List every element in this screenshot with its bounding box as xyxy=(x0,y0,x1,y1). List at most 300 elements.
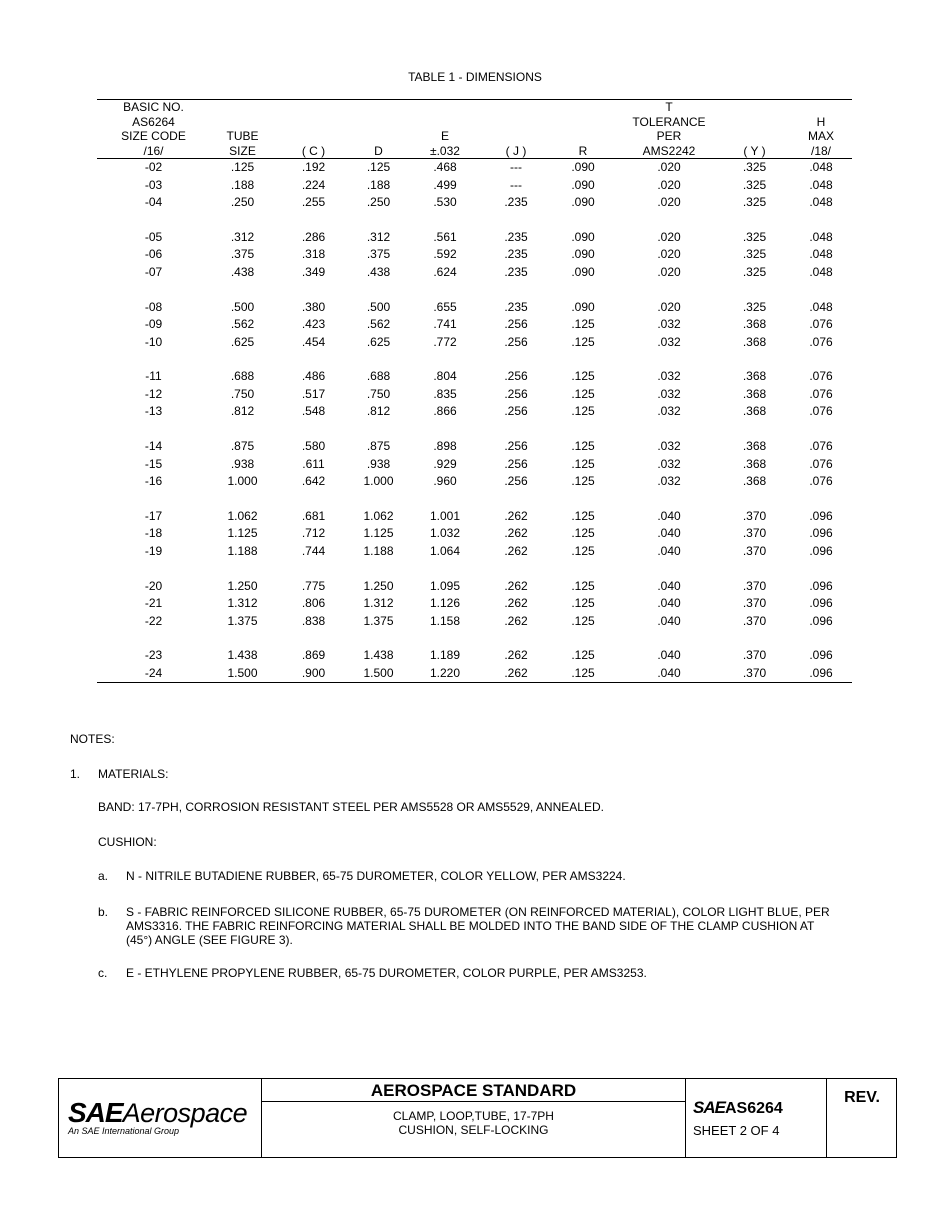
note-1-number: 1. xyxy=(70,767,81,781)
table-cell: .625 xyxy=(366,334,391,349)
table-row xyxy=(97,508,852,525)
column-header-line: SIZE xyxy=(229,143,256,158)
note-b-text-line-2: AMS3316. THE FABRIC REINFORCING MATERIAL SHALL BE MOLDED INTO THE BAND SIDE OF THE CLAMP CUSHION AT xyxy=(126,919,815,933)
table-cell: .235 xyxy=(504,195,528,210)
table-cell: .235 xyxy=(504,299,528,314)
column-header-line: ±.032 xyxy=(430,143,460,158)
table-cell: .688 xyxy=(366,369,391,384)
table-cell: 1.189 xyxy=(429,648,461,663)
table-cell: .368 xyxy=(742,369,767,384)
table-cell: .262 xyxy=(485,665,547,683)
table-cell: .624 xyxy=(433,264,457,279)
table-cell: .125 xyxy=(571,386,595,401)
table-cell: .125 xyxy=(571,317,595,332)
table-cell: 1.000 xyxy=(227,474,258,489)
table-cell: .255 xyxy=(301,195,326,210)
table-cell: .325 xyxy=(742,229,767,244)
table-cell: .875 xyxy=(366,439,391,454)
doc-number-text: AS6264 xyxy=(724,1100,783,1117)
table-cell: .020 xyxy=(657,195,681,210)
table-cell: .076 xyxy=(809,404,833,419)
table-cell: 1.126 xyxy=(429,596,461,611)
table-cell: 1.438 xyxy=(227,648,258,663)
table-cell: .096 xyxy=(809,648,833,663)
table-cell: -08 xyxy=(144,299,163,314)
table-cell: .032 xyxy=(657,474,681,489)
table-cell: .125 xyxy=(571,456,595,471)
table-cell: .125 xyxy=(571,613,595,628)
table-cell: -03 xyxy=(144,177,163,192)
table-cell: .076 xyxy=(809,334,833,349)
table-cell: .592 xyxy=(433,247,457,262)
table-cell: .611 xyxy=(302,456,325,471)
table-cell: .835 xyxy=(433,386,457,401)
column-header-line: ( C ) xyxy=(301,143,326,158)
table-row xyxy=(97,525,852,542)
table-row xyxy=(97,543,852,560)
column-header-line: H xyxy=(816,114,826,129)
table-cell: .040 xyxy=(619,665,719,683)
table-cell: .438 xyxy=(366,264,391,279)
table-cell: .318 xyxy=(301,247,326,262)
table-cell: .262 xyxy=(504,613,528,628)
table-cell: .032 xyxy=(657,456,681,471)
table-cell: -12 xyxy=(144,386,163,401)
table-cell: .256 xyxy=(504,334,528,349)
table-cell: 1.375 xyxy=(227,613,258,628)
table-cell: .020 xyxy=(657,177,681,192)
table-cell: .096 xyxy=(809,526,833,541)
column-header xyxy=(405,100,485,159)
group-spacer xyxy=(97,211,852,228)
column-header-line: T xyxy=(665,100,673,114)
sae-aerospace-logo xyxy=(68,1097,247,1129)
table-cell: .370 xyxy=(742,596,767,611)
table-cell: .960 xyxy=(433,474,457,489)
column-header xyxy=(790,100,852,159)
table-cell: .262 xyxy=(504,596,528,611)
table-cell: 1.064 xyxy=(429,543,461,558)
group-spacer xyxy=(97,281,852,298)
table-cell: .096 xyxy=(809,613,833,628)
table-cell: .929 xyxy=(433,456,457,471)
table-cell: .090 xyxy=(571,264,595,279)
group-spacer xyxy=(97,560,852,577)
table-cell: -04 xyxy=(144,195,163,210)
table-row xyxy=(97,264,852,281)
table-cell: .235 xyxy=(504,229,528,244)
table-cell: .370 xyxy=(742,526,767,541)
table-cell: .125 xyxy=(230,160,255,175)
table-cell: .548 xyxy=(301,404,326,419)
table-cell: .096 xyxy=(809,508,833,523)
table-cell: .370 xyxy=(742,578,767,593)
table-cell: .370 xyxy=(742,543,767,558)
table-cell: .370 xyxy=(742,648,767,663)
table-cell: .090 xyxy=(571,195,595,210)
table-cell: .256 xyxy=(504,474,528,489)
table-cell: .096 xyxy=(809,543,833,558)
table-cell: -24 xyxy=(97,665,210,683)
table-cell: -16 xyxy=(144,474,163,489)
table-cell: .125 xyxy=(571,404,595,419)
table-cell: .866 xyxy=(433,404,457,419)
table-cell: 1.500 xyxy=(210,665,275,683)
table-cell: .235 xyxy=(504,264,528,279)
column-header xyxy=(352,100,405,159)
table-cell: .900 xyxy=(275,665,352,683)
logo-word: Aerospace xyxy=(122,1098,248,1128)
table-cell: -09 xyxy=(144,317,163,332)
table-cell: .370 xyxy=(719,665,790,683)
table-cell: 1.125 xyxy=(363,526,394,541)
table-row xyxy=(97,194,852,211)
table-cell: .580 xyxy=(301,439,326,454)
group-spacer xyxy=(97,421,852,438)
table-cell: .375 xyxy=(366,247,391,262)
table-cell: .048 xyxy=(809,177,833,192)
table-cell: .938 xyxy=(366,456,391,471)
table-cell: -11 xyxy=(145,369,162,384)
table-row xyxy=(97,386,852,403)
table-cell: .262 xyxy=(504,543,528,558)
sheet-number: SHEET 2 OF 4 xyxy=(693,1123,780,1138)
note-c-text: E - ETHYLENE PROPYLENE RUBBER, 65-75 DUROMETER, COLOR PURPLE, PER AMS3253. xyxy=(126,966,647,980)
table-cell: .125 xyxy=(571,369,595,384)
table-cell: .380 xyxy=(301,299,326,314)
table-row xyxy=(97,595,852,612)
table-cell: .500 xyxy=(230,299,255,314)
table-cell: --- xyxy=(510,160,522,175)
table-header-row xyxy=(97,100,852,159)
table-caption: TABLE 1 - DIMENSIONS xyxy=(408,70,542,84)
table-cell: .040 xyxy=(657,613,681,628)
table-cell: -21 xyxy=(144,596,163,611)
table-cell: .020 xyxy=(657,299,681,314)
table-cell: .875 xyxy=(230,439,255,454)
table-cell: .125 xyxy=(571,439,595,454)
column-header xyxy=(210,100,275,159)
table-row xyxy=(97,176,852,193)
table-cell: .040 xyxy=(657,578,681,593)
note-b-text-line-1: S - FABRIC REINFORCED SILICONE RUBBER, 65-75 DUROMETER (ON REINFORCED MATERIAL), COLOR LIGHT BLUE, PER xyxy=(126,905,830,919)
table-cell: .368 xyxy=(742,404,767,419)
table-cell: .375 xyxy=(230,247,255,262)
table-cell: .368 xyxy=(742,439,767,454)
table-cell: .368 xyxy=(742,386,767,401)
table-cell: 1.062 xyxy=(363,508,394,523)
table-cell: .286 xyxy=(301,229,326,244)
table-cell: .125 xyxy=(366,160,391,175)
table-cell: .040 xyxy=(657,508,681,523)
table-cell: .188 xyxy=(230,177,255,192)
table-cell: 1.312 xyxy=(227,596,258,611)
column-header xyxy=(485,100,547,159)
table-cell: .642 xyxy=(301,474,326,489)
table-cell: 1.032 xyxy=(429,526,461,541)
notes-heading: NOTES: xyxy=(70,732,115,746)
table-cell: .468 xyxy=(433,160,457,175)
table-cell: -22 xyxy=(144,613,163,628)
table-cell: .076 xyxy=(809,317,833,332)
table-cell: .076 xyxy=(809,386,833,401)
table-cell: .262 xyxy=(504,648,528,663)
table-cell: .256 xyxy=(504,317,528,332)
table-cell: -17 xyxy=(144,508,163,523)
table-cell: .772 xyxy=(433,334,457,349)
table-cell: 1.062 xyxy=(227,508,258,523)
revision-label: REV. xyxy=(844,1089,880,1106)
table-cell: .125 xyxy=(571,508,595,523)
column-header-line: ( J ) xyxy=(505,143,527,158)
table-cell: .530 xyxy=(433,195,457,210)
table-row xyxy=(97,299,852,316)
table-cell: .625 xyxy=(230,334,255,349)
column-header-line: TUBE xyxy=(226,129,259,143)
table-cell: .020 xyxy=(657,264,681,279)
table-cell: -10 xyxy=(144,334,163,349)
table-cell: .048 xyxy=(809,229,833,244)
table-cell: .125 xyxy=(571,543,595,558)
table-cell: .076 xyxy=(809,456,833,471)
table-cell: -18 xyxy=(144,526,163,541)
note-b-text-line-3: (45°) ANGLE (SEE FIGURE 3). xyxy=(126,933,293,947)
table-cell: .048 xyxy=(809,247,833,262)
table-cell: .368 xyxy=(742,474,767,489)
revision-cell xyxy=(827,1079,897,1157)
table-cell: .188 xyxy=(366,177,391,192)
column-header-line: /16/ xyxy=(143,143,164,158)
doc-sae-logo: SAE xyxy=(693,1098,725,1117)
table-cell: .048 xyxy=(809,264,833,279)
table-row xyxy=(97,403,852,420)
subtitle-line-1: CLAMP, LOOP,TUBE, 17-7PH xyxy=(393,1109,554,1123)
table-cell: .090 xyxy=(571,177,595,192)
table-cell: 1.188 xyxy=(363,543,394,558)
table-cell: .325 xyxy=(742,177,767,192)
table-cell: .325 xyxy=(742,264,767,279)
table-cell: .561 xyxy=(433,229,457,244)
table-cell: .040 xyxy=(657,648,681,663)
note-a-label: a. xyxy=(98,869,109,883)
table-cell: 1.250 xyxy=(227,578,258,593)
table-cell: .040 xyxy=(657,543,681,558)
table-cell: .250 xyxy=(366,195,391,210)
band-material: BAND: 17-7PH, CORROSION RESISTANT STEEL PER AMS5528 OR AMS5529, ANNEALED. xyxy=(98,800,604,814)
table-cell: 1.095 xyxy=(429,578,461,593)
table-cell: 1.125 xyxy=(227,526,258,541)
table-cell: .020 xyxy=(657,160,681,175)
table-cell: .040 xyxy=(657,526,681,541)
title-block xyxy=(58,1078,897,1158)
table-cell: .898 xyxy=(433,439,457,454)
table-cell: .096 xyxy=(790,665,852,683)
table-cell: --- xyxy=(510,177,522,192)
table-cell: .090 xyxy=(571,160,595,175)
table-cell: .262 xyxy=(504,508,528,523)
cushion-label: CUSHION: xyxy=(98,835,157,849)
table-cell: .125 xyxy=(571,334,595,349)
column-header-line: MAX xyxy=(807,129,834,143)
column-header-line: PER xyxy=(656,129,682,143)
table-cell: .090 xyxy=(571,299,595,314)
table-cell: -05 xyxy=(144,229,163,244)
table-cell: .040 xyxy=(657,596,681,611)
table-cell: .262 xyxy=(504,526,528,541)
column-header xyxy=(275,100,352,159)
table-cell: .349 xyxy=(301,264,326,279)
table-cell: 1.312 xyxy=(363,596,394,611)
document-number xyxy=(693,1098,783,1118)
table-cell: 1.158 xyxy=(429,613,461,628)
group-spacer xyxy=(97,490,852,507)
note-b-label: b. xyxy=(98,905,109,919)
table-cell: -07 xyxy=(144,264,163,279)
table-cell: -15 xyxy=(144,456,163,471)
table-cell: .750 xyxy=(366,386,391,401)
table-cell: .090 xyxy=(571,229,595,244)
column-header-line: SIZE CODE xyxy=(121,129,186,143)
subtitle-line-2: CUSHION, SELF-LOCKING xyxy=(398,1123,549,1137)
table-cell: .744 xyxy=(301,543,326,558)
document-subtitle xyxy=(262,1109,685,1137)
table-cell: .312 xyxy=(366,229,391,244)
table-cell: .032 xyxy=(657,439,681,454)
logo-cell xyxy=(59,1079,262,1157)
table-cell: .562 xyxy=(230,317,255,332)
table-cell: .032 xyxy=(657,334,681,349)
table-cell: .869 xyxy=(301,648,326,663)
table-cell: 1.500 xyxy=(352,665,405,683)
table-cell: .125 xyxy=(571,474,595,489)
table-row xyxy=(97,159,852,177)
table-cell: .438 xyxy=(230,264,255,279)
table-cell: .192 xyxy=(301,160,326,175)
table-cell: .048 xyxy=(809,299,833,314)
standard-title: AEROSPACE STANDARD xyxy=(262,1079,685,1102)
table-cell: -19 xyxy=(144,543,163,558)
table-cell: .032 xyxy=(657,386,681,401)
table-cell: .325 xyxy=(742,160,767,175)
table-cell: .688 xyxy=(230,369,255,384)
table-body xyxy=(97,159,852,683)
table-cell: .500 xyxy=(366,299,391,314)
table-cell: .454 xyxy=(301,334,326,349)
table-cell: .256 xyxy=(504,404,528,419)
column-header-line: /18/ xyxy=(810,143,831,158)
table-cell: .938 xyxy=(230,456,255,471)
table-cell: .096 xyxy=(809,578,833,593)
table-row xyxy=(97,229,852,246)
table-cell: -20 xyxy=(144,578,163,593)
table-cell: .224 xyxy=(301,177,326,192)
table-cell: .368 xyxy=(742,456,767,471)
table-cell: .741 xyxy=(433,317,457,332)
table-cell: .838 xyxy=(301,613,326,628)
column-header-line: R xyxy=(578,143,588,158)
table-cell: .125 xyxy=(547,665,619,683)
logo-sae: SAE xyxy=(68,1097,123,1128)
table-cell: .125 xyxy=(571,526,595,541)
column-header xyxy=(619,100,719,159)
column-header-line: D xyxy=(374,143,383,158)
column-header-line: E xyxy=(440,129,449,143)
column-header-line: AS6264 xyxy=(132,114,175,129)
table-cell: .750 xyxy=(230,386,255,401)
table-cell: .325 xyxy=(742,299,767,314)
table-cell: .804 xyxy=(433,369,457,384)
group-spacer xyxy=(97,630,852,647)
table-cell: .125 xyxy=(571,596,595,611)
table-cell: .812 xyxy=(230,404,255,419)
table-cell: 1.250 xyxy=(363,578,394,593)
table-cell: .370 xyxy=(742,508,767,523)
table-cell: 1.001 xyxy=(429,508,461,523)
table-cell: .256 xyxy=(504,369,528,384)
table-cell: .076 xyxy=(809,439,833,454)
logo-tagline: An SAE International Group xyxy=(68,1126,180,1136)
column-header xyxy=(719,100,790,159)
table-cell: .262 xyxy=(504,578,528,593)
table-cell: .681 xyxy=(301,508,326,523)
table-cell: .499 xyxy=(433,177,457,192)
table-cell: .048 xyxy=(809,195,833,210)
column-header-line: ( Y ) xyxy=(743,143,766,158)
table-cell: .370 xyxy=(742,613,767,628)
table-cell: .486 xyxy=(301,369,326,384)
table-cell: -14 xyxy=(144,439,163,454)
table-cell: .250 xyxy=(230,195,255,210)
standard-cell xyxy=(262,1079,686,1157)
table-cell: .517 xyxy=(301,386,326,401)
table-cell: .775 xyxy=(301,578,326,593)
table-cell: 1.438 xyxy=(363,648,394,663)
table-cell: 1.375 xyxy=(363,613,394,628)
column-header-line: AMS2242 xyxy=(642,143,696,158)
table-row xyxy=(97,316,852,333)
table-cell: -23 xyxy=(144,648,163,663)
table-cell: -06 xyxy=(144,247,163,262)
table-cell: .325 xyxy=(742,247,767,262)
column-header xyxy=(547,100,619,159)
note-1-title: MATERIALS: xyxy=(98,767,169,781)
table-cell: 1.220 xyxy=(405,665,485,683)
table-row xyxy=(97,368,852,385)
table-cell: .368 xyxy=(742,334,767,349)
note-a-text: N - NITRILE BUTADIENE RUBBER, 65-75 DUROMETER, COLOR YELLOW, PER AMS3224. xyxy=(126,869,626,883)
table-row xyxy=(97,647,852,664)
table-row xyxy=(97,455,852,472)
table-cell: .048 xyxy=(809,160,833,175)
table-cell: .806 xyxy=(301,596,326,611)
table-row xyxy=(97,612,852,629)
document-number-cell xyxy=(686,1079,827,1157)
table-cell: .235 xyxy=(504,247,528,262)
table-cell: -02 xyxy=(144,160,163,175)
table-cell: .076 xyxy=(809,474,833,489)
table-cell: .090 xyxy=(571,247,595,262)
table-cell: .562 xyxy=(366,317,391,332)
table-cell: .423 xyxy=(301,317,326,332)
dimensions-table xyxy=(97,99,852,683)
table-cell: .655 xyxy=(433,299,457,314)
table-cell: .032 xyxy=(657,317,681,332)
table-cell: .325 xyxy=(742,195,767,210)
table-cell: .020 xyxy=(657,229,681,244)
table-row xyxy=(97,246,852,263)
table-cell: .368 xyxy=(742,317,767,332)
table-cell: 1.000 xyxy=(363,474,394,489)
